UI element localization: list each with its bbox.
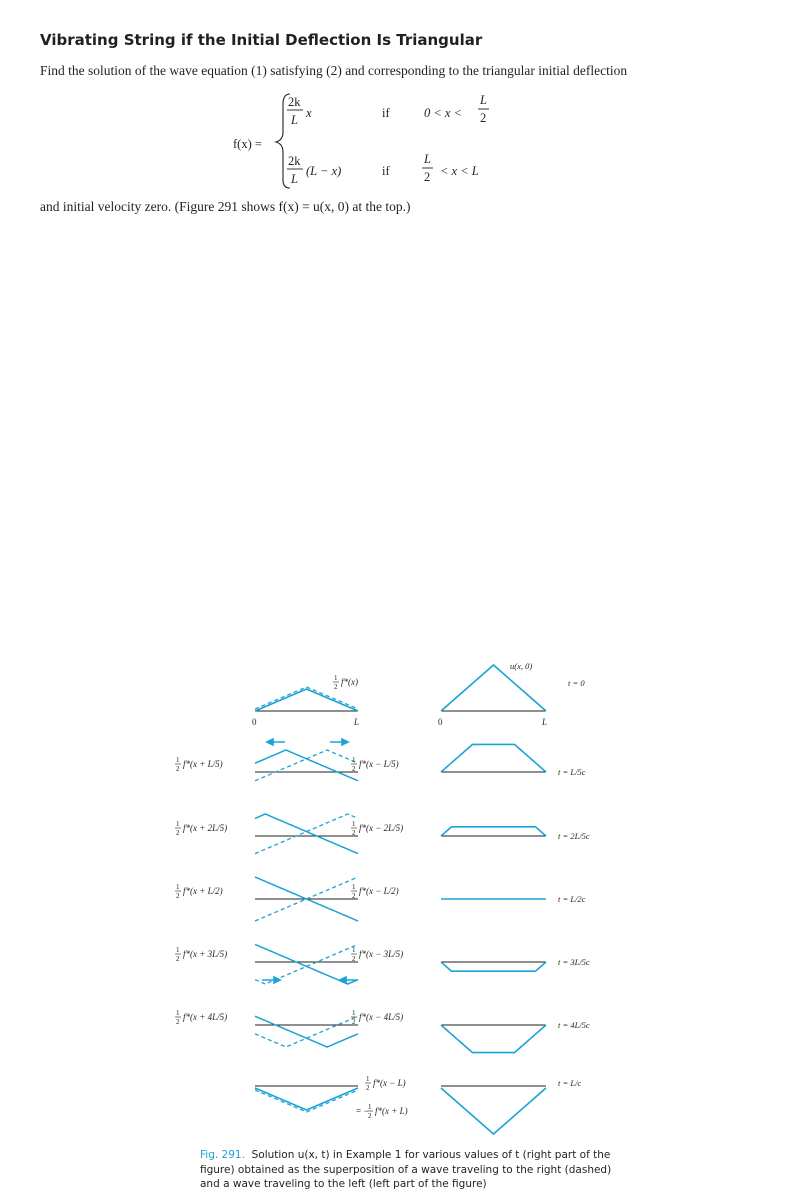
section-heading: Vibrating String if the Initial Deflection Is Triangular [40,31,483,49]
figure-caption [200,1148,620,1192]
label-left-row3-body: f*(x + L/2) [183,886,223,896]
label-left-row5-body: f*(x + 4L/5) [183,1012,228,1022]
label-bottom-1-num: 1 [366,1075,370,1083]
label-right-row2-body: f*(x − 2L/5) [359,823,404,833]
case2-cond-right: < x < L [440,164,479,178]
label-left-row2-num: 1 [176,820,180,828]
figure-canvas [0,640,790,1140]
label-right-row1-num: 1 [352,756,356,764]
label-left-row1-body: f*(x + L/5) [183,759,223,769]
left-wave-row6 [255,1088,358,1110]
label-right-row2-num: 1 [352,820,356,828]
time-label-0: t = 0 [568,678,585,688]
caption-text: Solution u(x, t) in Example 1 for various values of t (right part of the figure) obtained as the superposition of a wave traveling to the right (dashed) and a wave traveling to the left (left part of the figure) [200,1149,612,1190]
label-bottom-1-body: f*(x − L) [373,1078,406,1088]
label-left-row5-den: 2 [176,1018,180,1026]
label-bottom-2: = − [356,1106,369,1116]
label-left-row3-den: 2 [176,892,180,900]
label-right-row3-den: 2 [352,892,356,900]
outro-paragraph: and initial velocity zero. (Figure 291 shows f(x) = u(x, 0) at the top.) [40,199,411,214]
label-right-row5-num: 1 [352,1009,356,1017]
u-wave-row5 [441,1025,546,1053]
left-wave-row5 [255,1016,358,1047]
case2-coef-num: 2k [288,154,301,168]
equation-lhs: f(x) = [233,137,262,151]
case1-cond-num: L [480,93,487,107]
case2-var: (L − x) [306,164,342,178]
case2-if: if [382,164,390,178]
case1-cond-den: 2 [480,111,487,125]
label-bottom-1-den: 2 [366,1084,370,1092]
label-half-fstar-top-num: 1 [334,674,338,682]
u-wave-row4 [441,962,546,971]
label-half-fstar-top-body: f*(x) [341,677,358,687]
u-wave-row6 [441,1088,546,1134]
label-right-row1-body: f*(x − L/5) [359,759,399,769]
u-wave-t0 [441,665,546,711]
label-right-row3-body: f*(x − L/2) [359,886,399,896]
intro-paragraph: Find the solution of the wave equation (1) satisfying (2) and corresponding to the triangular initial deflection [40,63,628,78]
label-left-row3-num: 1 [176,883,180,891]
arrow-left-row1 [267,739,285,745]
left-wave-row0 [255,689,358,711]
u-wave-row1 [441,744,546,772]
label-bottom-3-num: 1 [368,1103,372,1111]
label-left-row1-den: 2 [176,765,180,773]
label-right-row3-num: 1 [352,883,356,891]
caption-fig-number: Fig. 291. [200,1149,245,1161]
left-axis-L-label: L [354,717,360,727]
right-wave-row1 [255,750,358,781]
time-label-4: t = 3L/5c [558,957,590,967]
left-axis-0-label: 0 [252,717,257,727]
case1-if: if [382,106,390,120]
label-right-row1-den: 2 [352,765,356,773]
case1-cond-left: 0 < x < [424,106,463,120]
label-left-row1-num: 1 [176,756,180,764]
right-wave-row5 [255,1016,358,1047]
label-bottom-3-den: 2 [368,1112,372,1120]
piecewise-equation [0,88,790,198]
label-left-row2-body: f*(x + 2L/5) [183,823,228,833]
case1-coef-num: 2k [288,95,301,109]
case2-cond-num: L [424,152,431,166]
label-right-row4-body: f*(x − 3L/5) [359,949,404,959]
label-right-row4-den: 2 [352,955,356,963]
time-label-2: t = 2L/5c [558,831,590,841]
label-left-row4-den: 2 [176,955,180,963]
label-left-row4-num: 1 [176,946,180,954]
time-label-5: t = 4L/5c [558,1020,590,1030]
right-wave-row6 [255,1090,358,1112]
left-wave-row1 [255,750,358,781]
label-right-row4-num: 1 [352,946,356,954]
label-right-row5-den: 2 [352,1018,356,1026]
label-half-fstar-top-den: 2 [334,683,338,691]
case2-cond-den: 2 [424,170,431,184]
right-axis-L-label: L [542,717,548,727]
label-left-row4-body: f*(x + 3L/5) [183,949,228,959]
case1-var: x [306,106,312,120]
u-wave-row2 [441,827,546,836]
arrow-right-row4 [340,977,358,983]
time-label-6: t = L/c [558,1078,582,1088]
time-label-1: t = L/5c [558,767,586,777]
label-bottom-3-body: f*(x + L) [375,1106,408,1116]
label-left-row2-den: 2 [176,829,180,837]
left-dashed-row0 [255,687,358,709]
arrow-right-row1 [330,739,348,745]
label-left-row5-num: 1 [176,1009,180,1017]
time-label-3: t = L/2c [558,894,586,904]
figure-291 [0,640,790,1140]
label-u-x0: u(x, 0) [510,661,533,671]
case1-coef-den: L [291,113,298,127]
label-right-row5-body: f*(x − 4L/5) [359,1012,404,1022]
label-right-row2-den: 2 [352,829,356,837]
case2-coef-den: L [291,172,298,186]
right-axis-0-label: 0 [438,717,443,727]
